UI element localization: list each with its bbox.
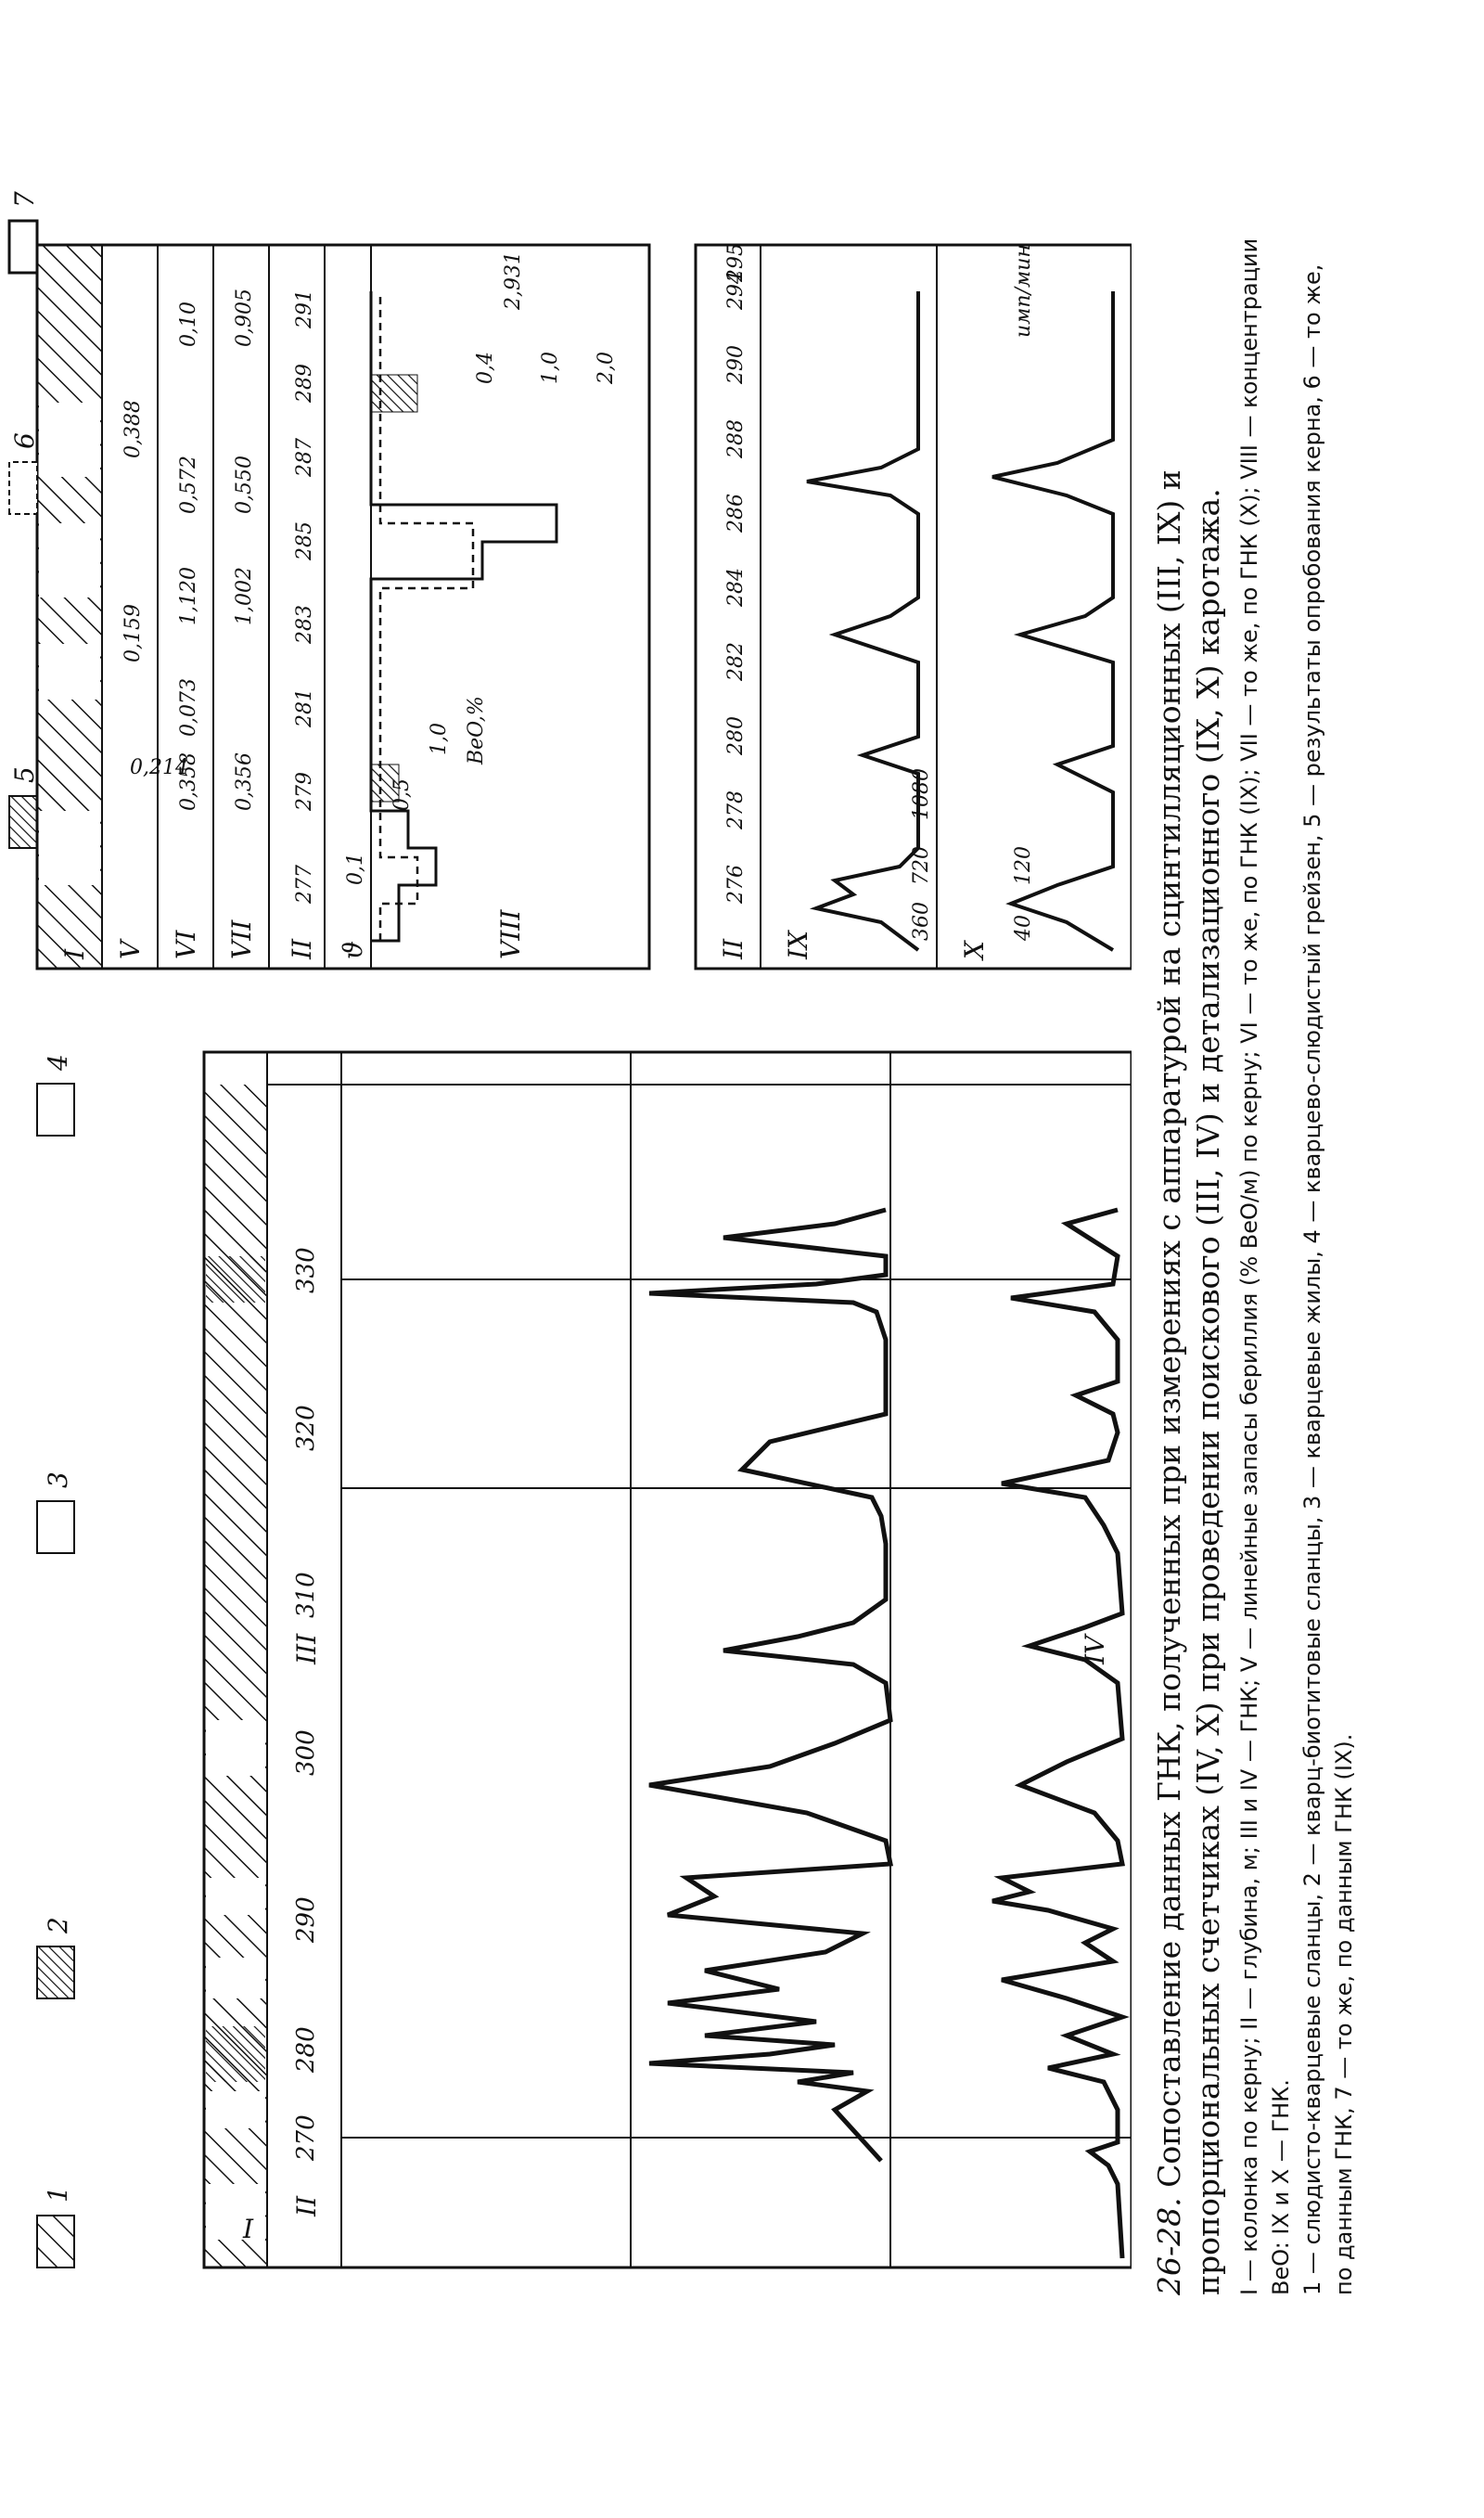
- left-depth-320: 320: [292, 1405, 320, 1451]
- header-I-mid: I: [59, 948, 90, 959]
- beo-scale-top-2: 0,5: [390, 778, 414, 811]
- header-VII: VII: [226, 919, 257, 959]
- header-III: III: [291, 1633, 322, 1664]
- col-VII-value-1: 0,356: [233, 752, 256, 811]
- legend-swatch-3: [37, 1501, 74, 1553]
- header-theta: ϑ: [338, 940, 368, 959]
- right-depth-280: 280: [724, 716, 748, 755]
- left-depth-290: 290: [292, 1896, 320, 1943]
- header-II-mid: II: [287, 938, 317, 959]
- legend-num-5: 5: [9, 766, 40, 783]
- curve-IX: [807, 291, 918, 950]
- caption-title: [1150, 236, 1228, 2295]
- middle-block: [37, 245, 649, 969]
- beo-max-label: 2,931: [502, 251, 525, 310]
- legend-swatch-5: [9, 796, 37, 848]
- caption-legend-symbols: 1 — слюдисто-кварцевые сланцы, 2 — кварц-биотитовые сланцы, 3 — кварцевые жилы, 4 — кварцево-слюдистый грейзен, 5 — результаты опробования керна, 6 — то же, по данным ГНК, 7 — то же, по данным ГНК (IX).: [1299, 263, 1357, 2295]
- col-VII-value-2: 1,002: [233, 567, 256, 625]
- beo-scale-top-1: 0,1: [344, 853, 367, 885]
- legend-num-6: 6: [9, 432, 40, 449]
- right-depth-290: 290: [724, 345, 748, 384]
- col-V-value-3: 0,388: [122, 400, 145, 458]
- left-depth-280: 280: [292, 2026, 320, 2073]
- figure-title: Сопоставление данных ГНК, полученных при измерениях с аппаратурой на сцинтилляционных (III, IX) и пропорциональных счетчиках (IV, X) при проведении поискового (III, IV) и детализационного (IX, X) каротажа.: [1151, 469, 1226, 2295]
- mid-depth-287: 287: [293, 438, 316, 477]
- x-scale-1: 40: [1012, 915, 1035, 941]
- right-depth-294: 294: [724, 271, 748, 310]
- left-depth-300: 300: [292, 1729, 320, 1776]
- legend-num-2: 2: [43, 1917, 73, 1933]
- caption-legend-columns: I — колонка по керну; II — глубина, м; III и IV — ГНК; V — линейные запасы бериллия (% BeO/м) по керну; VI — то же, по ГНК (IX); VII — то же, по ГНК (X); VIII — концентрации BeO: IX и X — ГНК.: [1236, 238, 1294, 2295]
- legend-swatch-2: [37, 1946, 74, 1998]
- col-VII-value-4: 0,905: [233, 289, 256, 347]
- legend-swatch-7: [9, 221, 37, 273]
- mid-depth-291: 291: [293, 289, 316, 328]
- beo-scale-bottom-3: 2,0: [595, 352, 618, 384]
- ix-scale-2: 720: [910, 846, 933, 885]
- right-block: [696, 243, 1132, 969]
- beo-scale-bottom-1: 0,4: [474, 352, 497, 384]
- legend-swatch-4: [37, 1084, 74, 1136]
- mid-depth-289: 289: [293, 364, 316, 403]
- header-IV: IV: [1080, 1635, 1110, 1664]
- ix-scale-3: 1080: [910, 768, 933, 820]
- curve-IV: [992, 1210, 1122, 2258]
- right-depth-288: 288: [724, 419, 748, 458]
- header-X: X: [959, 941, 990, 959]
- mid-depth-279: 279: [293, 772, 316, 811]
- left-block: [204, 1052, 1132, 2267]
- header-IX: IX: [783, 931, 813, 959]
- mid-depth-283: 283: [293, 605, 316, 644]
- legend-num-4: 4: [43, 1054, 73, 1071]
- right-depth-278: 278: [724, 790, 748, 829]
- left-depth-330: 330: [292, 1247, 320, 1293]
- header-II-left: II: [291, 2195, 322, 2216]
- legend-swatch-6: [9, 462, 37, 514]
- beo-scale-bottom-2: 1,0: [539, 352, 562, 384]
- imp-unit: имп/мин: [1012, 244, 1035, 338]
- right-depth-282: 282: [724, 642, 748, 681]
- right-depth-286: 286: [724, 494, 748, 533]
- col-VI-value-1: 0,358: [177, 752, 200, 811]
- left-depth-270: 270: [292, 2114, 320, 2161]
- curve-III: [649, 1210, 890, 2161]
- mid-depth-277: 277: [293, 865, 316, 904]
- col-VI-value-4: 0,572: [177, 456, 200, 514]
- col-V-value-2: 0,159: [122, 604, 145, 662]
- col-VI-value-2: 0,073: [177, 678, 200, 737]
- header-VI: VI: [171, 930, 201, 959]
- beo-scale-top-3: 1,0: [428, 723, 451, 755]
- col-VI-value-3: 1,120: [177, 567, 200, 625]
- header-I-left: I: [243, 2214, 254, 2244]
- col-VII-value-3: 0,550: [233, 456, 256, 514]
- curve-X: [992, 291, 1113, 950]
- col-V-value-1: 0,214: [130, 756, 188, 779]
- ix-scale-1: 360: [910, 902, 933, 941]
- right-depth-295: 295: [724, 243, 748, 282]
- figure-caption: [1150, 236, 1360, 2295]
- legend-num-1: 1: [43, 2186, 73, 2203]
- legend-swatch-1: [37, 2216, 74, 2267]
- header-II-right: II: [718, 938, 748, 959]
- col-VI-value-5: 0,10: [177, 302, 200, 347]
- legend-num-3: 3: [43, 1471, 73, 1488]
- figure-number: 26-28.: [1151, 2197, 1187, 2295]
- x-scale-2: 120: [1012, 846, 1035, 885]
- beo-unit: BeO,%: [465, 696, 488, 764]
- right-depth-276: 276: [724, 865, 748, 904]
- header-V: V: [115, 940, 146, 959]
- left-depth-310: 310: [292, 1572, 320, 1618]
- header-VIII: VIII: [495, 909, 526, 959]
- legend-num-7: 7: [9, 191, 40, 208]
- mid-depth-285: 285: [293, 521, 316, 560]
- mid-depth-281: 281: [293, 688, 316, 727]
- right-depth-284: 284: [724, 568, 748, 607]
